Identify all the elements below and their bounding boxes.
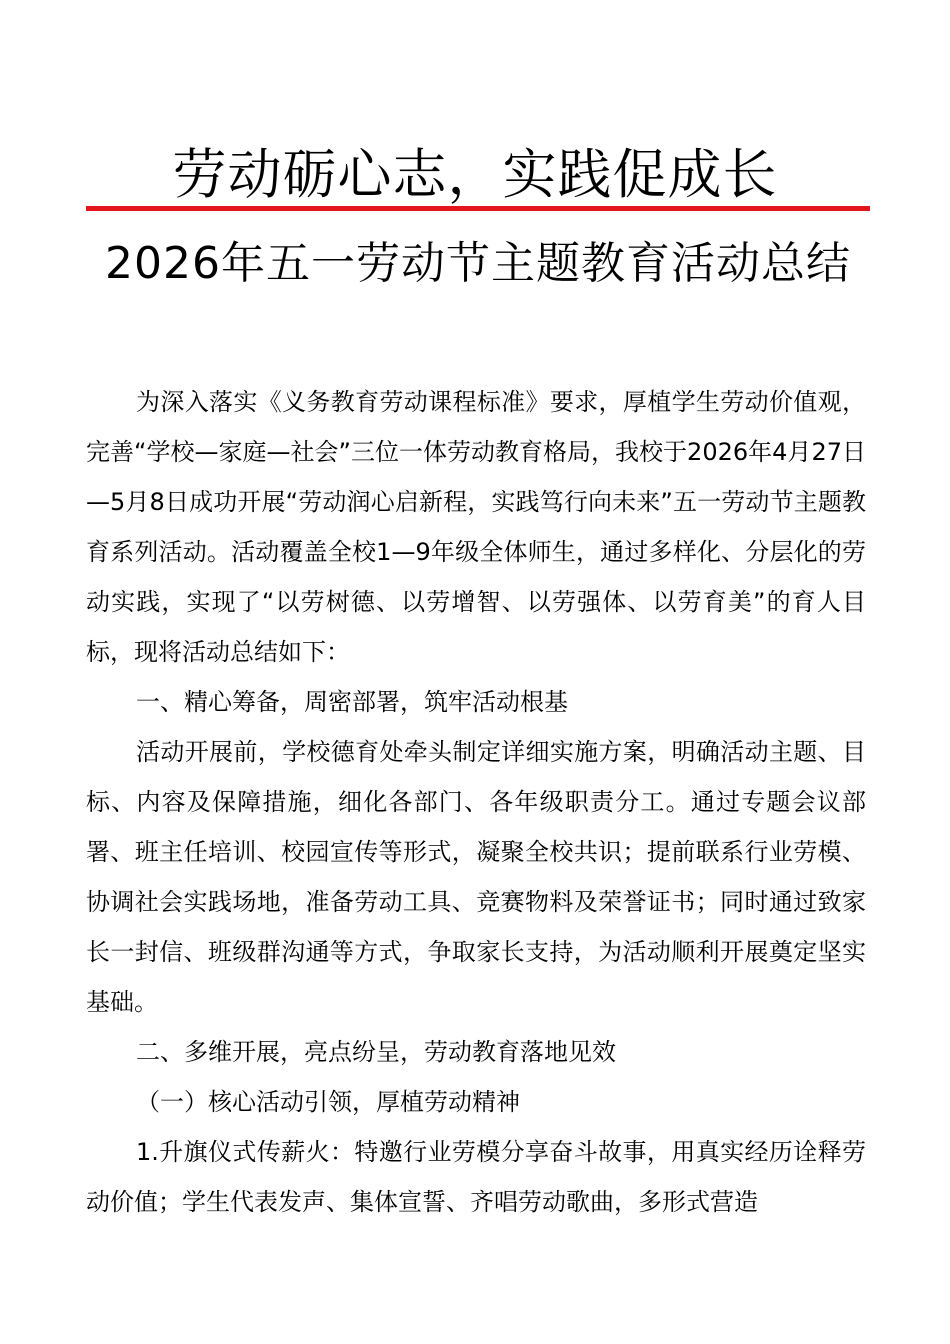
document-title: 2026年五一劳动节主题教育活动总结 [105,238,851,289]
section-1-paragraph: 活动开展前，学校德育处牵头制定详细实施方案，明确活动主题、目标、内容及保障措施，细化各部门、各年级职责分工。通过专题会议部署、班主任培训、校园宣传等形式，凝聚全校共识；提前联系行业劳模、协调社会实践场地，准备劳动工具、竞赛物料及荣誉证书；同时通过致家长一封信、班级群沟通等方式，争取家长支持，为活动顺利开展奠定坚实基础。 [86,738,866,1016]
item-paragraph-1: 1.升旗仪式传薪火：特邀行业劳模分享奋斗故事，用真实经历诠释劳动价值；学生代表发声、集体宣誓、齐唱劳动歌曲，多形式营造 [86,1138,866,1216]
red-divider-line [86,206,870,211]
intro-paragraph: 为深入落实《义务教育劳动课程标准》要求，厚植学生劳动价值观，完善“学校—家庭—社会”三位一体劳动教育格局，我校于2026年4月27日—5月8日成功开展“劳动润心启新程，实践笃行向未来”五一劳动节主题教育系列活动。活动覆盖全校1—9年级全体师生，通过多样化、分层化的劳动实践，实现了“以劳树德、以劳增智、以劳强体、以劳育美”的育人目标，现将活动总结如下： [86,388,866,666]
section-heading-1: 一、精心筹备，周密部署，筑牢活动根基 [136,688,568,716]
section-heading-2: 二、多维开展，亮点纷呈，劳动教育落地见效 [136,1038,616,1066]
document-body [86,377,866,1227]
document-header-title: 劳动砺心志，实践促成长 [172,143,778,206]
subsection-heading-1: （一）核心活动引领，厚植劳动精神 [136,1088,520,1116]
